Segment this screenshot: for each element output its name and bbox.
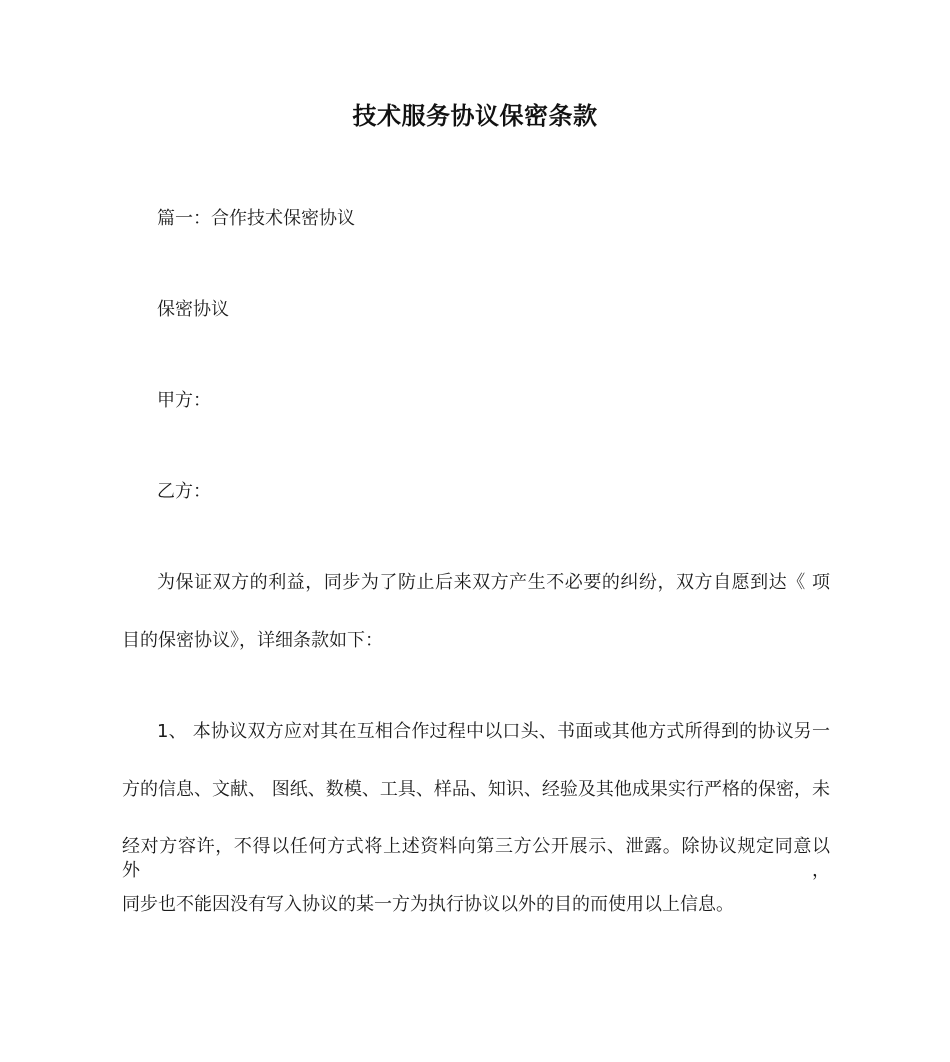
document-title: 技术服务协议保密条款	[352, 102, 598, 130]
clause-1-line-3: 经对方容许，不得以任何方式将上述资料向第三方公开展示、泄露。除协议规定同意以外，	[122, 836, 830, 881]
clause-1-line-4: 同步也不能因没有写入协议的某一方为执行协议以外的目的而使用以上信息。	[122, 894, 734, 915]
party-a-label: 甲方：	[157, 390, 211, 411]
preamble-line-2: 目的保密协议》，详细条款如下：	[122, 630, 383, 651]
preamble-line-1: 为保证双方的利益，同步为了防止后来双方产生不必要的纠纷，双方自愿到达《 项	[157, 572, 830, 593]
clause-1-line-1: 1、 本协议双方应对其在互相合作过程中以口头、书面或其他方式所得到的协议另一	[157, 721, 830, 742]
agreement-name: 保密协议	[157, 299, 229, 320]
section-heading: 篇一：合作技术保密协议	[157, 208, 355, 229]
clause-1-line-2: 方的信息、文献、 图纸、数模、工具、样品、知识、经验及其他成果实行严格的保密，未	[122, 779, 830, 800]
party-b-label: 乙方：	[157, 481, 211, 502]
